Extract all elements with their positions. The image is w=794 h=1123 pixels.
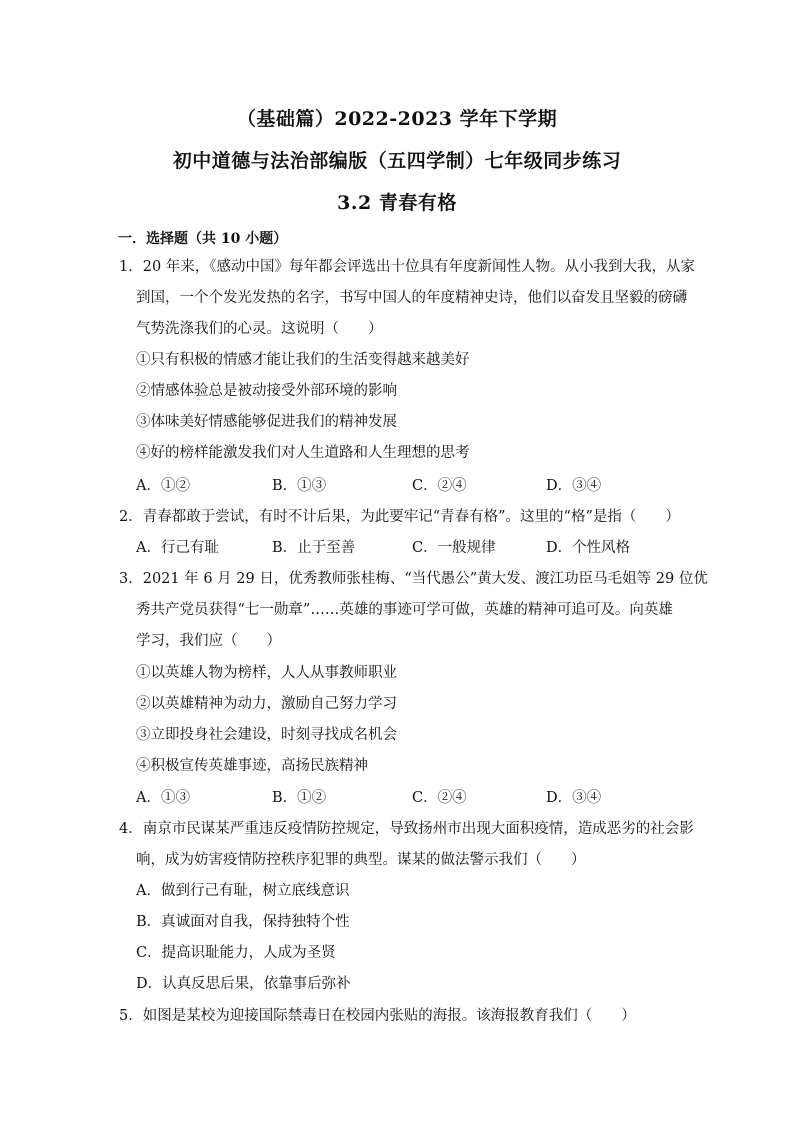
section-heading: 一．选择题（共 10 小题）: [118, 231, 288, 247]
doc-title-line2: 初中道德与法治部编版（五四学制）七年级同步练习: [172, 150, 622, 172]
q1-option-a: A．①②: [136, 478, 190, 494]
doc-title-line3: 3.2 青春有格: [337, 192, 457, 214]
q3-option-b: B．①②: [272, 790, 327, 806]
q1-statement-2: ②情感体验总是被动接受外部环境的影响: [136, 383, 397, 399]
q1-option-c: C．②④: [412, 478, 467, 494]
q5-stem-line1: 5．如图是某校为迎接国际禁毒日在校园内张贴的海报。该海报教育我们（ ）: [119, 1008, 636, 1024]
q1-stem-line1: 1．20 年来，《感动中国》每年都会评选出十位具有年度新闻性人物。从小我到大我，从家: [119, 259, 696, 275]
q1-statement-1: ①只有积极的情感才能让我们的生活变得越来越美好: [136, 352, 470, 368]
q1-option-b: B．①③: [272, 478, 327, 494]
q4-stem-line1: 4．南京市民谋某严重违反疫情防控规定，导致扬州市出现大面积疫情，造成恶劣的社会影: [119, 821, 694, 837]
q3-option-d: D．③④: [546, 790, 602, 806]
q3-option-c: C．②④: [412, 790, 467, 806]
q2-option-d: D．个性风格: [546, 540, 631, 556]
q3-statement-2: ②以英雄精神为动力，激励自己努力学习: [136, 696, 397, 712]
q2-stem-line1: 2．青春都敢于尝试，有时不计后果，为此要牢记“青春有格”。这里的“格”是指（ ）: [119, 509, 680, 525]
q1-option-d: D．③④: [546, 478, 602, 494]
q4-option-a: A．做到行己有耻，树立底线意识: [136, 883, 350, 899]
q2-option-a: A．行己有耻: [136, 540, 219, 556]
q1-statement-4: ④好的榜样能激发我们对人生道路和人生理想的思考: [136, 445, 470, 461]
q3-option-a: A．①③: [136, 790, 190, 806]
q4-stem-line2: 响，成为妨害疫情防控秩序犯罪的典型。谋某的做法警示我们（ ）: [136, 852, 586, 868]
q3-stem-line3: 学习，我们应（ ）: [136, 633, 281, 649]
q3-stem-line2: 秀共产党员获得“七一勋章”……英雄的事迹可学可做，英雄的精神可追可及。向英雄: [136, 602, 673, 618]
q2-option-b: B．止于至善: [272, 540, 356, 556]
q4-option-c: C．提高识耻能力，人成为圣贤: [136, 945, 336, 961]
q3-statement-3: ③立即投身社会建设，时刻寻找成名机会: [136, 727, 397, 743]
q3-statement-4: ④积极宣传英雄事迹，高扬民族精神: [136, 758, 368, 774]
doc-title-line1: （基础篇）2022-2023 学年下学期: [236, 108, 558, 130]
q3-statement-1: ①以英雄人物为榜样，人人从事教师职业: [136, 665, 397, 681]
q4-option-b: B．真诚面对自我，保持独特个性: [136, 914, 350, 930]
q1-stem-line3: 气势洗涤我们的心灵。这说明（ ）: [136, 321, 383, 337]
q1-stem-line2: 到国，一个个发光发热的名字，书写中国人的年度精神史诗，他们以奋发且坚毅的磅礴: [136, 290, 687, 306]
q2-option-c: C．一般规律: [412, 540, 496, 556]
q1-statement-3: ③体味美好情感能够促进我们的精神发展: [136, 414, 397, 430]
q3-stem-line1: 3．2021 年 6 月 29 日，优秀教师张桂梅、“当代愚公”黄大发、渡江功臣马毛姐等 29 位优: [119, 571, 708, 587]
q4-option-d: D．认真反思后果，依靠事后弥补: [136, 976, 351, 992]
